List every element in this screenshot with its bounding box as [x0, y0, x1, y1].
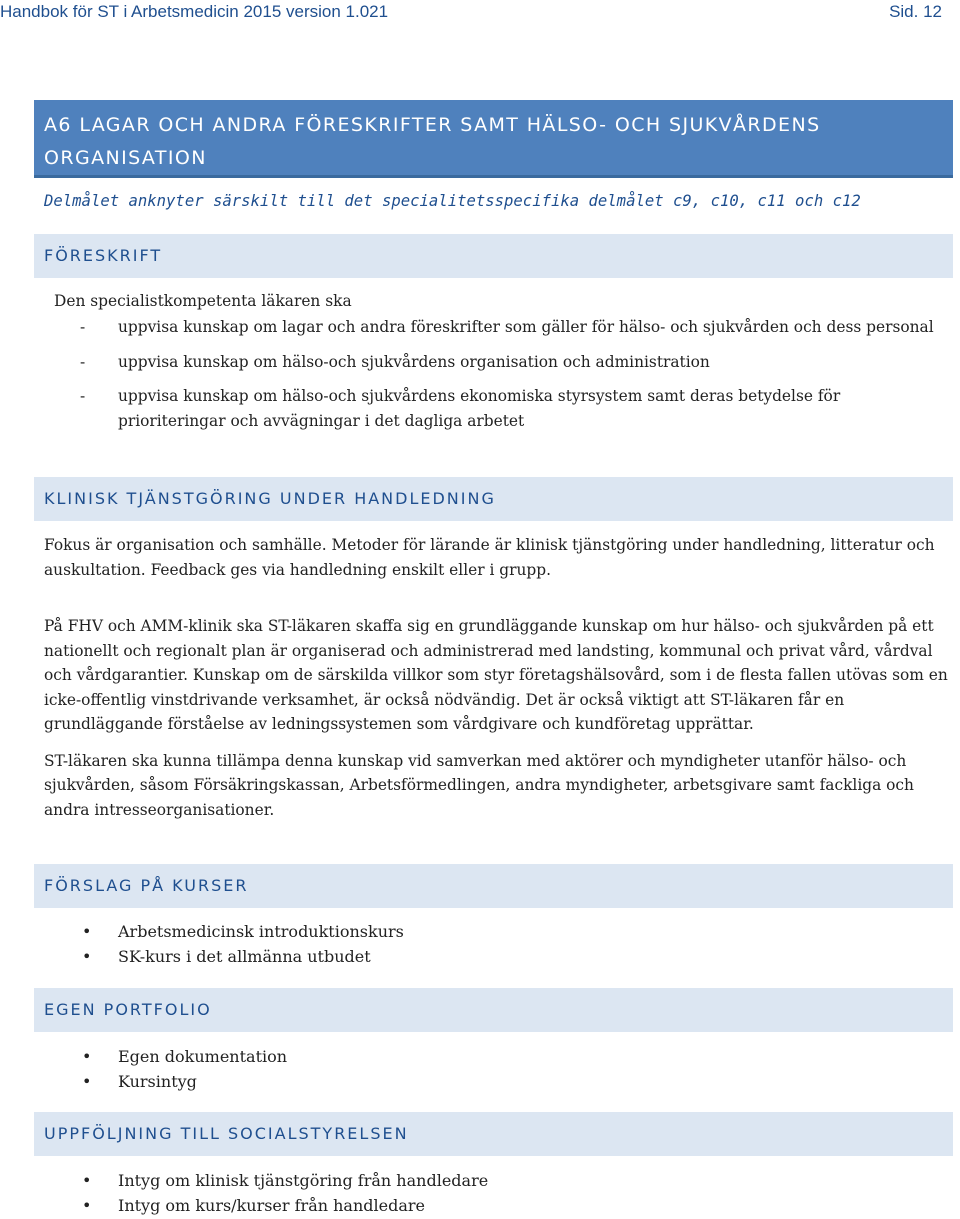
list-item [78, 350, 938, 375]
bullet-marker: • [82, 1047, 92, 1066]
list-item-text: uppvisa kunskap om lagar och andra föreskrifter som gäller för hälso- och sjukvården och dess personal [118, 318, 934, 336]
foreskrift-intro: Den specialistkompetenta läkaren ska [54, 292, 352, 310]
document-title: Handbok för ST i Arbetsmedicin 2015 version 1.021 [0, 2, 389, 21]
list-item-text: Intyg om klinisk tjänstgöring från handledare [118, 1171, 489, 1190]
chapter-title: A6 LAGAR OCH ANDRA FÖRESKRIFTER SAMT HÄLSO- OCH SJUKVÅRDENS ORGANISATION [44, 114, 821, 169]
section-heading-kurser: FÖRSLAG PÅ KURSER [34, 864, 953, 908]
list-item-text: SK-kurs i det allmänna utbudet [118, 947, 371, 966]
list-item [78, 919, 938, 944]
list-item-text: Intyg om kurs/kurser från handledare [118, 1196, 425, 1215]
bullet-marker: • [82, 922, 92, 941]
kurser-list [78, 919, 938, 969]
section-heading-uppfoljning: UPPFÖLJNING TILL SOCIALSTYRELSEN [34, 1112, 953, 1156]
list-item [78, 944, 938, 969]
chapter-banner [34, 100, 953, 178]
uppfoljning-list [78, 1168, 938, 1218]
list-item [78, 384, 938, 433]
list-item-text: uppvisa kunskap om hälso-och sjukvårdens ekonomiska styrsystem samt deras betydelse för prioriteringar och avvägningar i det dagliga arbetet [118, 387, 841, 430]
bullet-marker: • [82, 1072, 92, 1091]
paragraph: ST-läkaren ska kunna tillämpa denna kunskap vid samverkan med aktörer och myndigheter utanför hälso- och sjukvården, såsom Försäkringskassan, Arbetsförmedlingen, andra myndigheter, arbetsgivare samt fackliga och andra intresseorganisationer. [44, 751, 914, 819]
list-item-text: Kursintyg [118, 1072, 197, 1091]
portfolio-list [78, 1044, 938, 1094]
list-item [78, 1193, 938, 1218]
dash-marker: - [80, 352, 86, 371]
dash-marker: - [80, 318, 86, 336]
list-item-text: Arbetsmedicinsk introduktionskurs [118, 922, 404, 941]
foreskrift-list [78, 315, 938, 443]
section-heading-portfolio: EGEN PORTFOLIO [34, 988, 953, 1032]
list-item [78, 1044, 938, 1069]
list-item-text: Egen dokumentation [118, 1047, 288, 1066]
list-item-text: uppvisa kunskap om hälso-och sjukvårdens organisation och administration [118, 352, 710, 371]
paragraph: Fokus är organisation och samhälle. Metoder för lärande är klinisk tjänstgöring under handledning, litteratur och auskultation. Feedback ges via handledning enskilt eller i grupp. [44, 536, 935, 579]
page-number: Sid. 12 [889, 2, 942, 21]
section-heading-klinisk: KLINISK TJÄNSTGÖRING UNDER HANDLEDNING [34, 477, 953, 521]
bullet-marker: • [82, 947, 92, 966]
klinisk-body [34, 533, 949, 822]
dash-marker: - [80, 387, 86, 405]
list-item [78, 1168, 938, 1193]
bullet-marker: • [82, 1196, 92, 1215]
section-heading-foreskrift: FÖRESKRIFT [34, 234, 953, 278]
paragraph: På FHV och AMM-klinik ska ST-läkaren skaffa sig en grundläggande kunskap om hur hälso- och sjukvården på ett nationellt och regionalt plan är organiserad och administrerad med landsting, kommunal och privat vård, vårdval och vårdgarantier. Kunskap om de särskilda villkor som styr företagshälsovård, som i de flesta fallen utövas som en icke-offentlig vinstdrivande verksamhet, är också nödvändig. Det är också viktigt att ST-läkaren får en grundläggande förståelse av ledningssystemen som vårdgivare och kundföretag upprättar. [44, 617, 948, 733]
list-item [78, 1069, 938, 1094]
running-header [0, 2, 960, 28]
bullet-marker: • [82, 1171, 92, 1190]
chapter-subtitle: Delmålet anknyter särskilt till det specialitetsspecifika delmålet c9, c10, c11 och c12 [44, 192, 861, 210]
list-item [78, 315, 938, 340]
